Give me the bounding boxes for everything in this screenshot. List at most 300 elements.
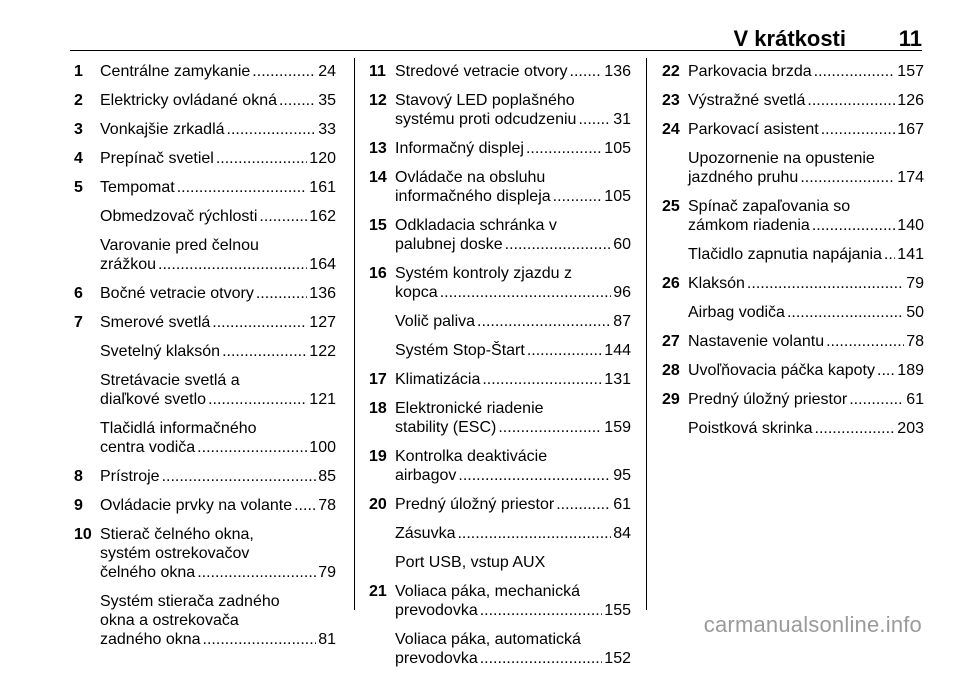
entry-line (688, 274, 924, 293)
entry-line (100, 611, 336, 630)
dot-leader (208, 390, 307, 409)
entry-line (395, 91, 631, 110)
entry-page-number: 126 (897, 92, 924, 109)
entry-body (688, 91, 924, 110)
dot-leader (527, 341, 602, 360)
entry-line (395, 168, 631, 187)
entry-label: Prístroje (100, 468, 160, 485)
entry-line (100, 284, 336, 303)
entry-number: 28 (662, 362, 680, 379)
entry-page-number: 33 (318, 121, 336, 138)
index-entry (74, 236, 336, 274)
index-entry (662, 361, 924, 380)
dot-leader (849, 390, 904, 409)
index-entry (662, 120, 924, 139)
entry-number: 15 (369, 217, 387, 234)
entry-label: Parkovací asistent (688, 121, 819, 138)
entry-body (100, 62, 336, 81)
entry-line (395, 601, 631, 620)
entry-body (100, 120, 336, 139)
dot-leader (570, 62, 603, 81)
entry-number (662, 303, 688, 322)
dot-leader (458, 466, 611, 485)
entry-body (395, 62, 631, 81)
entry-number: 17 (369, 371, 387, 388)
entry-body (100, 525, 336, 582)
entry-line (100, 120, 336, 139)
index-entry (662, 91, 924, 110)
entry-number (74, 592, 100, 649)
entry-line (100, 438, 336, 457)
entry-number: 10 (74, 526, 92, 543)
entry-line (100, 62, 336, 81)
dot-leader (177, 178, 308, 197)
entry-label: Klimatizácia (395, 371, 481, 388)
entry-label: Tempomat (100, 179, 175, 196)
entry-line (688, 245, 924, 264)
dot-leader (162, 467, 317, 486)
dot-leader (256, 284, 307, 303)
entry-line (395, 216, 631, 235)
entry-body (688, 419, 924, 438)
entry-label: Obmedzovač rýchlosti (100, 208, 258, 225)
entry-label: Predný úložný priestor (395, 496, 555, 513)
entry-line (395, 524, 631, 543)
index-entry (369, 447, 631, 485)
entry-label: Svetelný klaksón (100, 343, 221, 360)
entry-label: Informačný displej (395, 140, 524, 157)
entry-label: Stredové vetracie otvory (395, 63, 568, 80)
entry-label: Výstražné svetlá (688, 92, 806, 109)
entry-number (662, 419, 688, 438)
entry-number (662, 245, 688, 264)
entry-label: Voliaca páka, automatická (395, 631, 581, 648)
entry-number: 19 (369, 448, 387, 465)
entry-number: 21 (369, 583, 387, 600)
entry-label: systému proti odcudzeniu (395, 111, 577, 128)
entry-number: 22 (662, 63, 680, 80)
entry-line (395, 630, 631, 649)
entry-page-number: 141 (897, 246, 924, 263)
entry-body (688, 361, 924, 380)
index-entry (369, 399, 631, 437)
entry-number: 29 (662, 391, 680, 408)
entry-page-number: 61 (906, 391, 924, 408)
entry-number: 3 (74, 121, 83, 138)
entry-line (688, 197, 924, 216)
entry-number (662, 149, 688, 187)
entry-line (395, 110, 631, 129)
dot-leader (259, 207, 307, 226)
index-entry (74, 419, 336, 457)
entry-number: 12 (369, 92, 387, 109)
entry-body (688, 245, 924, 264)
entry-label: zrážkou (100, 256, 157, 273)
entry-page-number: 162 (309, 208, 336, 225)
entry-label: prevodovka (395, 650, 478, 667)
dot-leader (279, 91, 316, 110)
entry-page-number: 78 (906, 333, 924, 350)
dot-leader (877, 361, 895, 380)
entry-label: jazdného pruhu (688, 169, 799, 186)
entry-number (74, 236, 100, 274)
entry-line (395, 283, 631, 302)
entry-line (688, 303, 924, 322)
index-entry (662, 245, 924, 264)
entry-line (688, 149, 924, 168)
entry-page-number: 84 (613, 525, 631, 542)
entry-number: 11 (369, 63, 386, 80)
entry-label: zámkom riadenia (688, 217, 810, 234)
entry-number (369, 312, 395, 331)
index-entry (662, 303, 924, 322)
entry-page-number: 127 (309, 314, 336, 331)
entry-page-number: 87 (613, 313, 631, 330)
entry-body (395, 264, 631, 302)
entry-line (395, 418, 631, 437)
entry-body (100, 592, 336, 649)
entry-page-number: 105 (604, 188, 631, 205)
entry-number: 20 (369, 496, 387, 513)
entry-page-number: 81 (318, 631, 336, 648)
entry-page-number: 152 (604, 650, 631, 667)
entry-page-number: 121 (309, 391, 336, 408)
index-entry (662, 332, 924, 351)
entry-line (100, 255, 336, 274)
dot-leader (480, 649, 603, 668)
dot-leader (884, 245, 895, 264)
entry-line (100, 342, 336, 361)
dot-leader (807, 91, 895, 110)
entry-body (688, 390, 924, 409)
entry-page-number: 167 (897, 121, 924, 138)
entry-number: 8 (74, 468, 83, 485)
header-rule (70, 50, 922, 51)
entry-page-number: 79 (318, 564, 336, 581)
entry-page-number: 79 (906, 275, 924, 292)
entry-number (369, 524, 395, 543)
entry-number: 18 (369, 400, 387, 417)
entry-body (100, 284, 336, 303)
entry-page-number: 174 (897, 169, 924, 186)
entry-number: 26 (662, 275, 680, 292)
entry-page-number: 136 (604, 63, 631, 80)
page-title: V krátkosti (733, 26, 846, 51)
entry-label: palubnej doske (395, 236, 503, 253)
entry-number (74, 342, 100, 361)
entry-line (100, 630, 336, 649)
dot-leader (203, 630, 317, 649)
entry-body (395, 168, 631, 206)
dot-leader (556, 495, 611, 514)
entry-number: 6 (74, 285, 83, 302)
entry-number: 13 (369, 140, 387, 157)
dot-leader (553, 187, 603, 206)
entry-line (100, 525, 336, 544)
entry-page-number: 60 (613, 236, 631, 253)
entry-number: 23 (662, 92, 680, 109)
entry-line (100, 236, 336, 255)
dot-leader (480, 601, 603, 620)
index-entry (369, 495, 631, 514)
entry-label: Ovládacie prvky na volante (100, 497, 293, 514)
entry-line (688, 168, 924, 187)
index-entry (369, 264, 631, 302)
entry-line (395, 649, 631, 668)
entry-line (395, 582, 631, 601)
dot-leader (787, 303, 904, 322)
entry-label: Odkladacia schránka v (395, 217, 557, 234)
entry-line (395, 553, 631, 572)
entry-label: airbagov (395, 467, 457, 484)
entry-page-number: 159 (604, 419, 631, 436)
entry-label: Predný úložný priestor (688, 391, 848, 408)
entry-body (688, 303, 924, 322)
dot-leader (197, 438, 307, 457)
entry-body (688, 149, 924, 187)
entry-label: Spínač zapaľovania so (688, 198, 851, 215)
entry-line (395, 447, 631, 466)
entry-body (395, 312, 631, 331)
entry-line (688, 91, 924, 110)
entry-page-number: 144 (604, 342, 631, 359)
entry-body (688, 62, 924, 81)
entry-line (395, 235, 631, 254)
entry-page-number: 95 (613, 467, 631, 484)
entry-number: 5 (74, 179, 83, 196)
dot-leader (440, 283, 612, 302)
entry-body (100, 496, 336, 515)
entry-body (100, 178, 336, 197)
entry-line (688, 332, 924, 351)
entry-line (100, 390, 336, 409)
index-entry (74, 371, 336, 409)
entry-body (395, 582, 631, 620)
entry-page-number: 140 (897, 217, 924, 234)
dot-leader (294, 496, 316, 515)
entry-body (100, 236, 336, 274)
index-entry (74, 62, 336, 81)
entry-label: Voliaca páka, mechanická (395, 583, 580, 600)
entry-label: Stavový LED poplašného (395, 92, 575, 109)
index-entry (74, 313, 336, 332)
entry-label: Tlačidlo zapnutia napájania (688, 246, 882, 263)
entry-page-number: 100 (309, 439, 336, 456)
entry-line (100, 313, 336, 332)
entry-label: Elektronické riadenie (395, 400, 544, 417)
dot-leader (821, 120, 896, 139)
index-entry (369, 216, 631, 254)
entry-line (100, 178, 336, 197)
entry-number: 7 (74, 314, 83, 331)
entry-label: Poistková skrinka (688, 420, 813, 437)
index-entry (74, 496, 336, 515)
entry-page-number: 31 (613, 111, 631, 128)
entry-body (395, 341, 631, 360)
entry-body (395, 553, 631, 572)
entry-page-number: 189 (897, 362, 924, 379)
entry-label: Volič paliva (395, 313, 476, 330)
index-entry (74, 467, 336, 486)
entry-label: stability (ESC) (395, 419, 497, 436)
entry-body (395, 139, 631, 158)
entry-body (100, 313, 336, 332)
entry-body (395, 216, 631, 254)
entry-body (395, 495, 631, 514)
dot-leader (578, 110, 611, 129)
entry-number: 25 (662, 198, 680, 215)
entry-label: Stretávacie svetlá a (100, 372, 240, 389)
entry-page-number: 85 (318, 468, 336, 485)
entry-page-number: 35 (318, 92, 336, 109)
entry-label: Systém kontroly zjazdu z (395, 265, 572, 282)
index-entry (662, 419, 924, 438)
entry-page-number: 136 (309, 285, 336, 302)
index-entry (74, 178, 336, 197)
index-entry (369, 62, 631, 81)
dot-leader (826, 332, 904, 351)
entry-body (100, 467, 336, 486)
index-entry (369, 370, 631, 389)
entry-line (395, 264, 631, 283)
entry-body (688, 274, 924, 293)
entry-body (100, 371, 336, 409)
index-entry (369, 553, 631, 572)
entry-body (688, 197, 924, 235)
index-column-3 (662, 62, 924, 448)
entry-number (74, 419, 100, 457)
entry-page-number: 155 (604, 602, 631, 619)
index-entry (74, 149, 336, 168)
entry-label: Bočné vetracie otvory (100, 285, 254, 302)
index-entry (369, 139, 631, 158)
entry-line (100, 592, 336, 611)
entry-page-number: 78 (318, 497, 336, 514)
entry-number (74, 371, 100, 409)
entry-label: Uvoľňovacia páčka kapoty (688, 362, 875, 379)
entry-line (100, 91, 336, 110)
entry-number: 27 (662, 333, 680, 350)
entry-number: 9 (74, 497, 83, 514)
entry-label: Elektricky ovládané okná (100, 92, 277, 109)
dot-leader (457, 524, 611, 543)
entry-body (395, 524, 631, 543)
dot-leader (227, 120, 317, 139)
entry-line (100, 467, 336, 486)
column-divider (646, 58, 647, 610)
entry-number: 16 (369, 265, 387, 282)
index-entry (74, 342, 336, 361)
entry-label: Stierač čelného okna, (100, 526, 254, 543)
dot-leader (222, 342, 307, 361)
entry-body (100, 149, 336, 168)
entry-number (369, 630, 395, 668)
entry-line (395, 466, 631, 485)
entry-label: Kontrolka deaktivácie (395, 448, 548, 465)
entry-line (100, 149, 336, 168)
index-entry (74, 91, 336, 110)
entry-page-number: 164 (309, 256, 336, 273)
entry-line (100, 563, 336, 582)
entry-line (395, 139, 631, 158)
entry-page-number: 120 (309, 150, 336, 167)
entry-number: 2 (74, 92, 83, 109)
entry-page-number: 161 (309, 179, 336, 196)
entry-line (688, 62, 924, 81)
dot-leader (505, 235, 612, 254)
index-entry (662, 149, 924, 187)
index-column-1 (74, 62, 336, 659)
entry-label: okna a ostrekovača (100, 612, 239, 629)
entry-page-number: 105 (604, 140, 631, 157)
index-entry (74, 207, 336, 226)
page-number: 11 (898, 26, 922, 51)
entry-label: diaľkové svetlo (100, 391, 207, 408)
entry-line (395, 187, 631, 206)
entry-line (100, 371, 336, 390)
index-entry (369, 168, 631, 206)
entry-label: Zásuvka (395, 525, 456, 542)
entry-label: zadného okna (100, 631, 201, 648)
entry-label: Centrálne zamykanie (100, 63, 251, 80)
entry-number: 4 (74, 150, 83, 167)
dot-leader (812, 216, 895, 235)
entry-line (395, 495, 631, 514)
dot-leader (498, 418, 602, 437)
entry-label: Smerové svetlá (100, 314, 211, 331)
entry-label: prevodovka (395, 602, 478, 619)
entry-label: Vonkajšie zrkadlá (100, 121, 225, 138)
entry-label: Tlačidlá informačného (100, 420, 257, 437)
entry-page-number: 122 (309, 343, 336, 360)
entry-label: Systém stierača zadného (100, 593, 280, 610)
entry-label: Nastavenie volantu (688, 333, 825, 350)
entry-page-number: 131 (604, 371, 631, 388)
entry-label: čelného okna (100, 564, 196, 581)
entry-body (100, 207, 336, 226)
entry-line (395, 341, 631, 360)
entry-label: Klaksón (688, 275, 745, 292)
entry-line (688, 361, 924, 380)
entry-line (395, 370, 631, 389)
entry-body (395, 370, 631, 389)
entry-line (395, 312, 631, 331)
entry-label: Systém Stop-Štart (395, 342, 525, 359)
index-entry (74, 120, 336, 139)
entry-number: 14 (369, 169, 387, 186)
index-entry (369, 312, 631, 331)
entry-page-number: 61 (613, 496, 631, 513)
entry-number (74, 207, 100, 226)
entry-body (395, 630, 631, 668)
dot-leader (747, 274, 904, 293)
index-entry (369, 582, 631, 620)
entry-body (100, 342, 336, 361)
entry-number (369, 553, 395, 572)
entry-line (100, 207, 336, 226)
entry-body (395, 91, 631, 129)
index-entry (369, 341, 631, 360)
entry-line (395, 399, 631, 418)
entry-line (395, 62, 631, 81)
column-divider (354, 58, 355, 610)
entry-label: informačného displeja (395, 188, 551, 205)
index-entry (662, 390, 924, 409)
dot-leader (212, 313, 307, 332)
index-entry (369, 91, 631, 129)
entry-page-number: 50 (906, 304, 924, 321)
entry-body (395, 447, 631, 485)
